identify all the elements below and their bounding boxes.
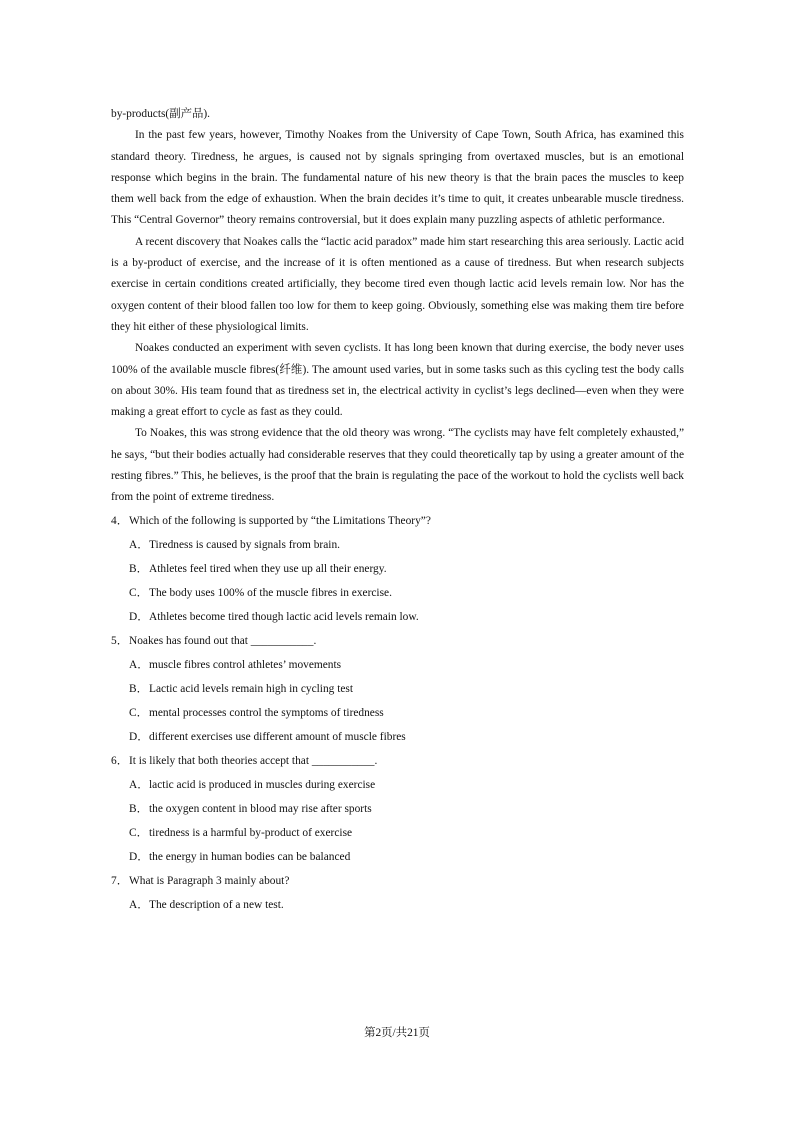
question bbox=[111, 509, 684, 533]
question-number: 7． bbox=[111, 874, 129, 887]
question-list bbox=[111, 509, 684, 917]
option-letter: C． bbox=[129, 826, 148, 839]
option-letter: D． bbox=[129, 730, 149, 743]
question-number: 4． bbox=[111, 514, 129, 527]
option-text: tiredness is a harmful by-product of exercise bbox=[149, 826, 353, 839]
paragraph: by-products(副产品). bbox=[111, 108, 211, 120]
page-number-label: 第2页/共21页 bbox=[364, 1027, 430, 1039]
option bbox=[111, 701, 684, 725]
question bbox=[111, 869, 684, 893]
option bbox=[111, 773, 684, 797]
option-text: the energy in human bodies can be balanced bbox=[149, 850, 351, 863]
option-text: the oxygen content in blood may rise after sports bbox=[149, 802, 372, 815]
option-text: Tiredness is caused by signals from brain. bbox=[149, 538, 340, 551]
option-letter: C． bbox=[129, 706, 148, 719]
question-text: Which of the following is supported by “the Limitations Theory”? bbox=[129, 514, 431, 527]
option bbox=[111, 557, 684, 581]
option-text: different exercises use different amount of muscle fibres bbox=[149, 730, 406, 743]
option-text: The body uses 100% of the muscle fibres in exercise. bbox=[149, 586, 392, 599]
option-text: muscle fibres control athletes’ movements bbox=[149, 658, 342, 671]
option-text: lactic acid is produced in muscles during exercise bbox=[149, 778, 376, 791]
option-letter: B． bbox=[129, 562, 148, 575]
option-letter: D． bbox=[129, 850, 149, 863]
question bbox=[111, 749, 684, 773]
option bbox=[111, 725, 684, 749]
option-letter: A． bbox=[129, 898, 149, 911]
option bbox=[111, 533, 684, 557]
paragraph: To Noakes, this was strong evidence that the old theory was wrong. “The cyclists may have felt completely exhausted,” he says, “but their bodies actually had considerable reserves that they could theoretically tap by using a greater amount of the resting fibres.” This, he believes, is the proof that the brain is regulating the pace of the workout to hold the cyclists well back from the point of extreme tiredness. bbox=[111, 427, 684, 504]
option-text: Athletes feel tired when they use up all their energy. bbox=[149, 562, 387, 575]
option-letter: A． bbox=[129, 658, 149, 671]
option-letter: B． bbox=[129, 802, 148, 815]
option-text: Athletes become tired though lactic acid levels remain low. bbox=[149, 610, 419, 623]
option-letter: D． bbox=[129, 610, 149, 623]
option bbox=[111, 821, 684, 845]
option-letter: B． bbox=[129, 682, 148, 695]
question-number: 6． bbox=[111, 754, 129, 767]
option-text: Lactic acid levels remain high in cycling test bbox=[149, 682, 354, 695]
option bbox=[111, 797, 684, 821]
option bbox=[111, 581, 684, 605]
option-letter: A． bbox=[129, 538, 149, 551]
option-letter: C． bbox=[129, 586, 148, 599]
page-footer bbox=[0, 1024, 794, 1040]
option-letter: A． bbox=[129, 778, 149, 791]
question-text: It is likely that both theories accept that ___________. bbox=[129, 754, 378, 767]
option-text: The description of a new test. bbox=[149, 898, 284, 911]
option bbox=[111, 653, 684, 677]
option-text: mental processes control the symptoms of tiredness bbox=[149, 706, 384, 719]
option bbox=[111, 845, 684, 869]
option bbox=[111, 605, 684, 629]
question-number: 5． bbox=[111, 634, 129, 647]
paragraph: A recent discovery that Noakes calls the “lactic acid paradox” made him start researching this area seriously. Lactic acid is a by-product of exercise, and the increase of it is often mentioned as a cause of tiredness. But when research subjects exercise in certain conditions created artificially, they become tired even though lactic acid levels remain low. Nor has the oxygen content of their blood fallen too low for them to keep going. Obviously, something else was making them tire before they hit either of these physiological limits. bbox=[111, 235, 684, 333]
passage bbox=[111, 104, 684, 917]
question-text: Noakes has found out that ___________. bbox=[129, 634, 317, 647]
question-text: What is Paragraph 3 mainly about? bbox=[129, 874, 290, 887]
option bbox=[111, 677, 684, 701]
option bbox=[111, 893, 684, 917]
paragraph: Noakes conducted an experiment with seven cyclists. It has long been known that during exercise, the body never uses 100% of the available muscle fibres(纤维). The amount used varies, but in some tasks such as this cycling test the body calls on about 30%. His team found that as tiredness set in, the electrical activity in cyclist’s legs declined—even when they were making a great effort to cycle as fast as they could. bbox=[111, 342, 684, 419]
paragraph: In the past few years, however, Timothy Noakes from the University of Cape Town, South Africa, has examined this standard theory. Tiredness, he argues, is caused not by signals springing from overtaxed muscles, but is an emotional response which begins in the brain. The fundamental nature of his new theory is that the brain paces the muscles to keep them well back from the edge of exhaustion. When the brain decides it’s time to quit, it creates unbearable muscle tiredness. This “Central Governor” theory remains controversial, but it does explain many puzzling aspects of athletic performance. bbox=[111, 129, 684, 227]
question bbox=[111, 629, 684, 653]
